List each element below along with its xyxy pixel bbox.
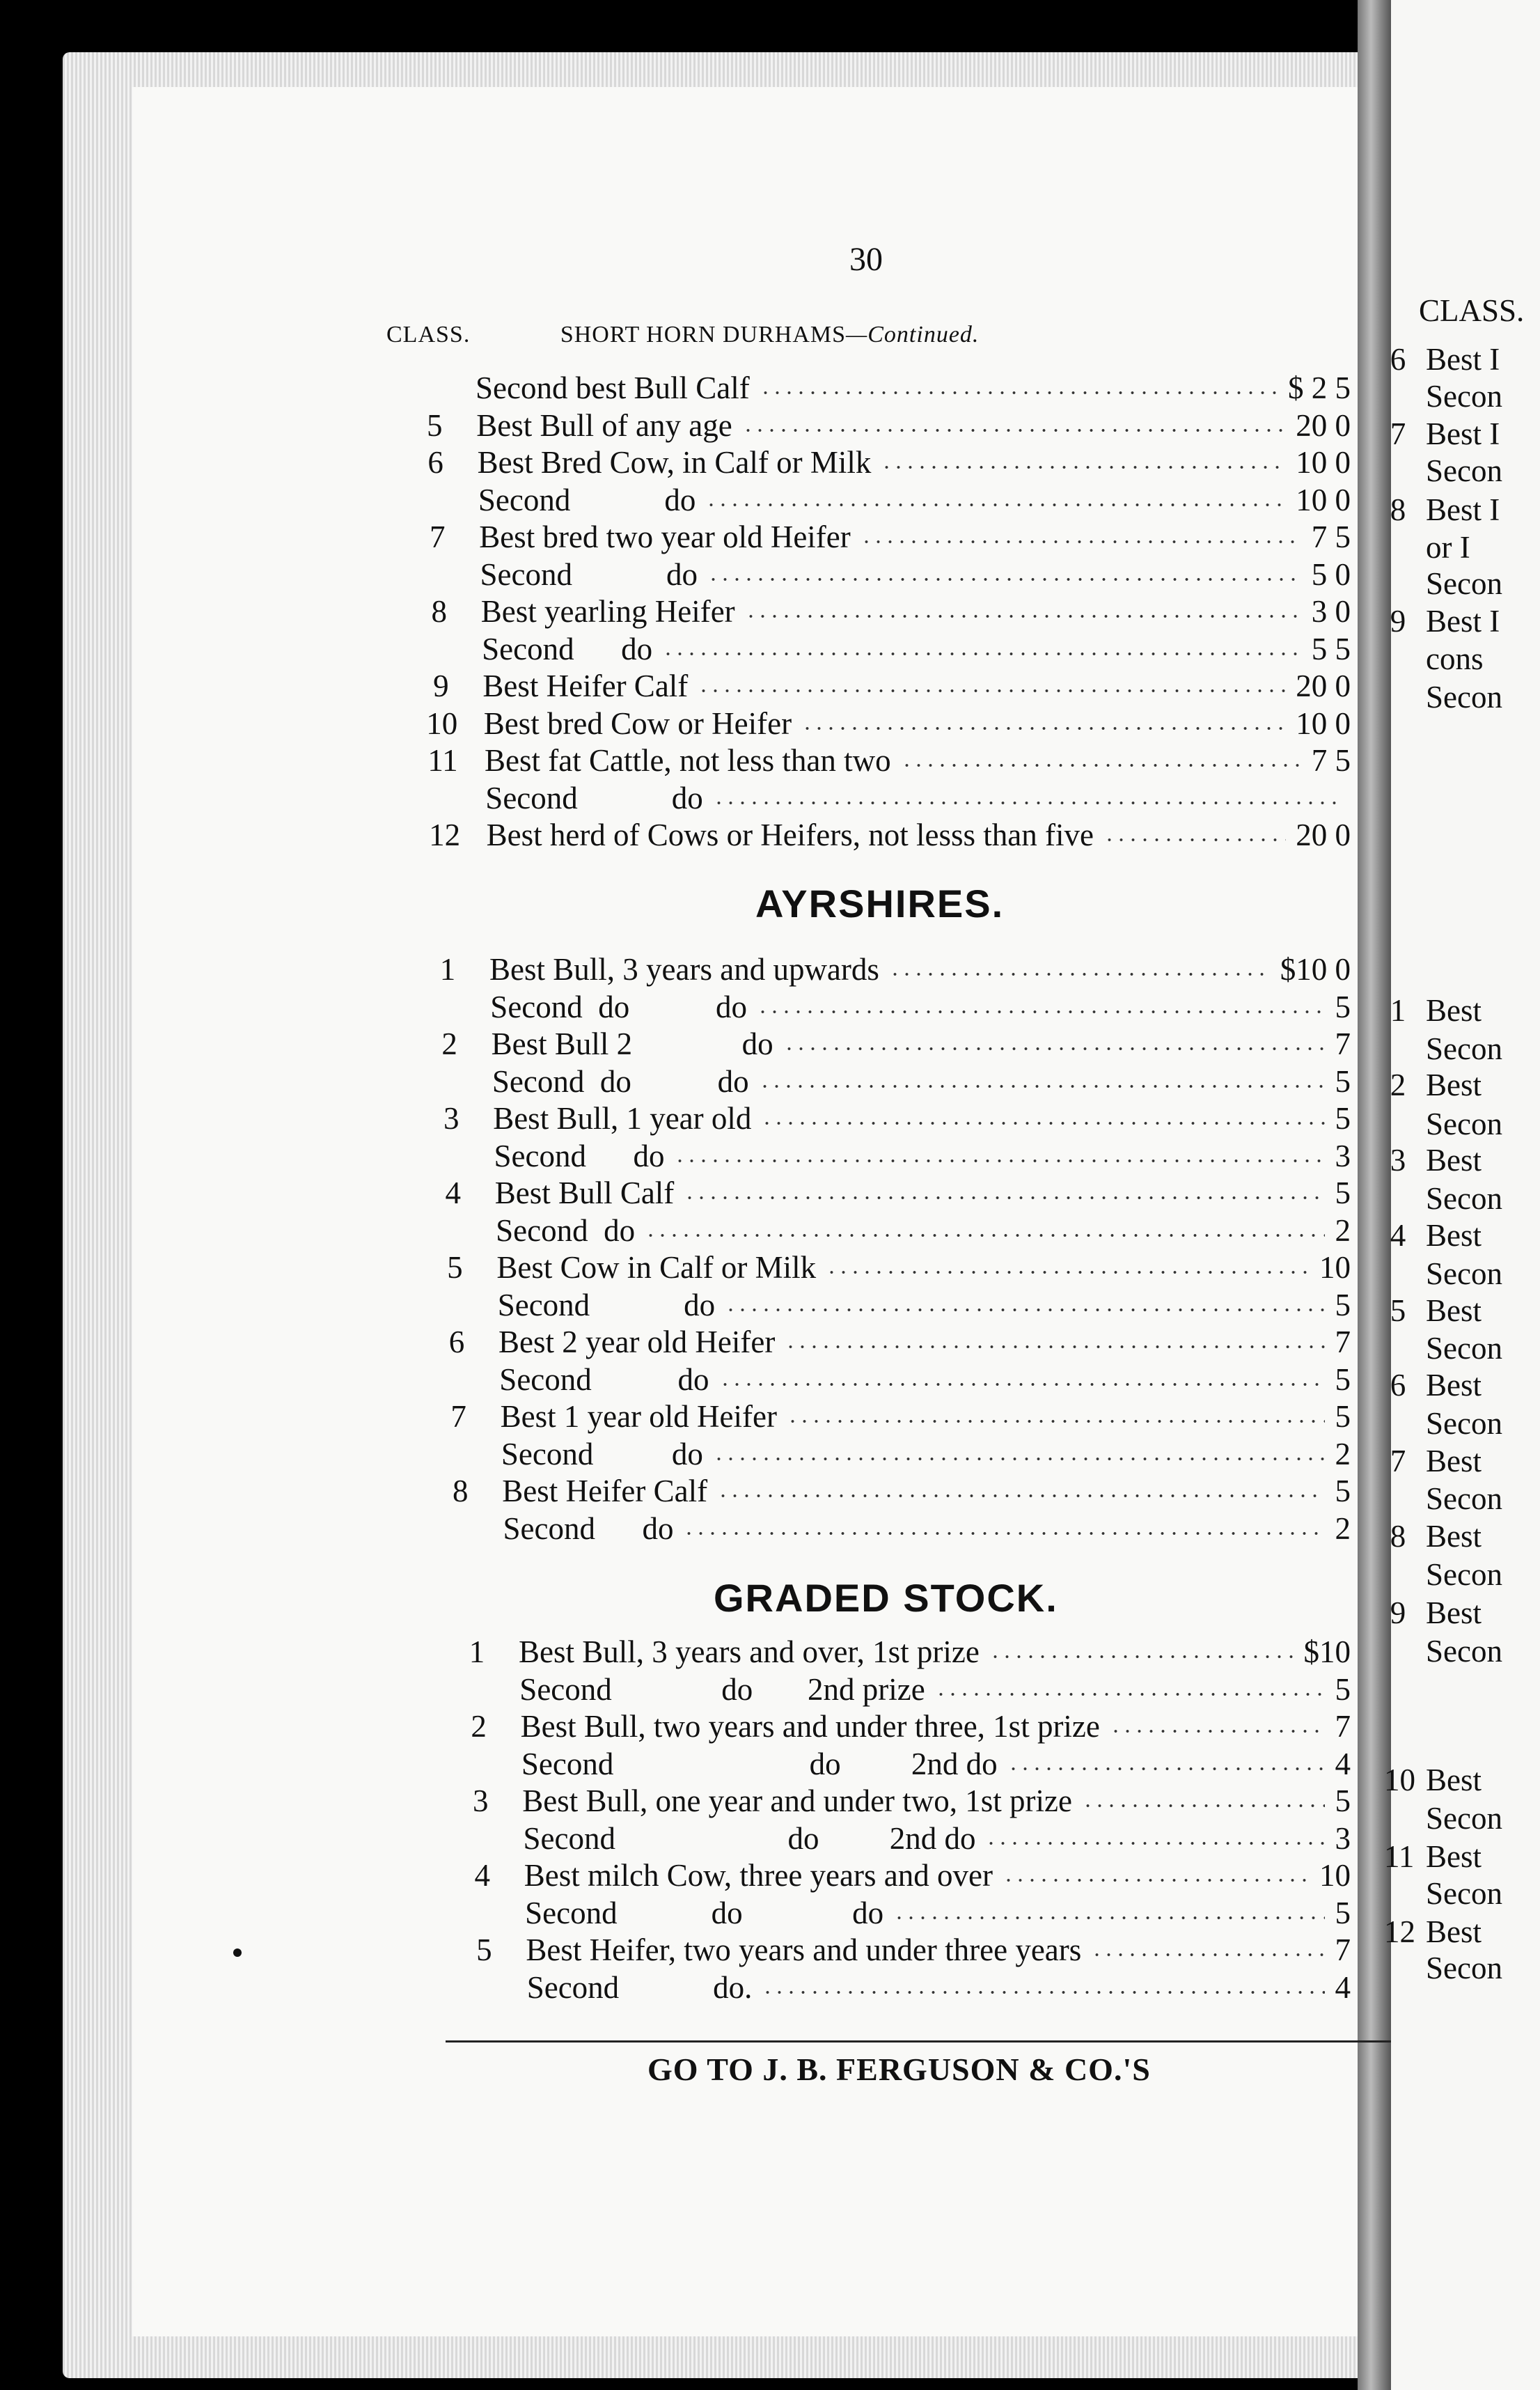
- prize-amount: 10: [1319, 1858, 1351, 1893]
- dot-leader: [761, 1122, 1325, 1125]
- next-page-text: Best: [1426, 1218, 1482, 1253]
- prize-row: [436, 1174, 1351, 1212]
- class-column-label: CLASS.: [386, 322, 471, 347]
- next-page-class-number: 5: [1390, 1293, 1406, 1328]
- prize-description: Best Bull of any age: [476, 407, 732, 443]
- prize-row: [433, 1063, 1351, 1100]
- prize-amount: 5: [1335, 1101, 1351, 1136]
- prize-amount: 7: [1335, 1932, 1351, 1967]
- prize-description: Best 2 year old Heifer: [498, 1325, 776, 1359]
- next-page-text: Best: [1426, 1595, 1482, 1630]
- prize-row: [419, 481, 1351, 519]
- prize-row: [435, 1137, 1351, 1175]
- dot-leader: [760, 391, 1278, 394]
- next-page-class-number: 3: [1390, 1143, 1406, 1178]
- prize-amount: 5: [1335, 1671, 1351, 1707]
- next-page-text: Secon: [1426, 680, 1502, 714]
- prize-amount: 5: [1335, 1895, 1351, 1930]
- next-page-text: Best: [1426, 1839, 1482, 1874]
- prize-description: Second do do: [525, 1895, 884, 1930]
- prize-description: Second do: [485, 780, 703, 815]
- prize-row: [425, 705, 1351, 742]
- class-number: 4: [445, 1176, 462, 1210]
- class-number: 9: [433, 669, 449, 703]
- prize-row: [439, 1323, 1351, 1361]
- class-number: 5: [476, 1932, 492, 1967]
- prize-row: [465, 1857, 1351, 1894]
- prize-row: [426, 779, 1351, 817]
- prize-description: Second do do: [490, 989, 748, 1024]
- next-page-text: Best: [1426, 1143, 1482, 1178]
- dot-leader: [717, 1494, 1325, 1497]
- class-number: 8: [452, 1474, 469, 1508]
- next-page-text: or I: [1426, 530, 1470, 565]
- prize-amount: 3 0: [1311, 594, 1351, 629]
- prize-amount: 5: [1335, 1287, 1351, 1322]
- prize-description: Best Bull, 1 year old: [493, 1101, 752, 1136]
- next-page-text: Best I: [1426, 342, 1500, 377]
- prize-description: Second do: [501, 1436, 703, 1471]
- prize-description: Best Bull, one year and under two, 1st prize: [522, 1783, 1072, 1818]
- prize-amount: 10 0: [1296, 482, 1351, 517]
- dot-leader: [707, 578, 1302, 581]
- class-number: 3: [472, 1783, 489, 1818]
- section-title: SHORT HORN DURHAMS: [560, 322, 847, 347]
- prize-row: [468, 1969, 1351, 2006]
- dot-leader: [787, 1420, 1326, 1423]
- prize-row: [442, 1435, 1351, 1473]
- dot-leader: [759, 1085, 1326, 1088]
- prize-description: Second do do: [492, 1063, 749, 1099]
- dot-leader: [742, 429, 1287, 432]
- prize-amount: 5: [1335, 989, 1351, 1024]
- prize-amount: 10 0: [1296, 445, 1351, 480]
- class-number: 1: [439, 952, 456, 987]
- class-number: 11: [427, 743, 458, 778]
- next-page-class-number: 7: [1390, 416, 1406, 451]
- prize-amount: 7 5: [1311, 520, 1351, 554]
- prize-description: Second do: [499, 1361, 709, 1397]
- next-page-class-number: 6: [1390, 1368, 1406, 1403]
- prize-row: [466, 1894, 1351, 1932]
- prize-row: [416, 369, 1351, 407]
- prize-row: [431, 988, 1351, 1026]
- prize-amount: 3: [1335, 1820, 1351, 1856]
- prize-row: [437, 1249, 1351, 1286]
- dot-leader: [725, 1309, 1325, 1311]
- next-page-text: Secon: [1426, 1107, 1502, 1141]
- prize-description: Second do 2nd do: [523, 1820, 976, 1856]
- dot-leader: [861, 540, 1302, 543]
- prize-amount: 5: [1335, 1399, 1351, 1434]
- prize-description: Best bred Cow or Heifer: [483, 705, 792, 741]
- class-number: 5: [427, 407, 443, 443]
- prize-amount: 10: [1319, 1250, 1351, 1285]
- prize-amount: $10 0: [1280, 952, 1351, 987]
- next-page-text: Secon: [1426, 1331, 1502, 1366]
- prize-description: Best 1 year old Heifer: [500, 1399, 777, 1434]
- prize-description: Best Cow in Calf or Milk: [496, 1250, 817, 1285]
- next-page-text: Best: [1426, 1444, 1482, 1478]
- prize-description: Best Bull Calf: [494, 1176, 675, 1210]
- prize-row: [443, 1472, 1351, 1510]
- next-page-text: Secon: [1426, 1951, 1502, 1985]
- next-page-class-number: 6: [1390, 342, 1406, 377]
- prize-description: Second do: [496, 1212, 636, 1248]
- next-page-class-number: 11: [1384, 1839, 1415, 1874]
- prize-row: [430, 951, 1351, 988]
- prize-description: Best bred two year old Heifer: [479, 520, 851, 554]
- prize-description: Second do: [503, 1510, 674, 1546]
- dot-leader: [783, 1047, 1326, 1050]
- prize-row: [432, 1025, 1351, 1063]
- prize-row: [464, 1820, 1351, 1857]
- next-page-text: Secon: [1426, 379, 1502, 414]
- prize-description: Best Heifer Calf: [502, 1474, 708, 1508]
- class-number: 3: [443, 1101, 459, 1136]
- prize-description: Best Bull, two years and under three, 1st prize: [520, 1709, 1100, 1744]
- dot-leader: [1110, 1730, 1326, 1733]
- prize-description: Best milch Cow, three years and over: [524, 1858, 993, 1893]
- prize-amount: 5: [1335, 1063, 1351, 1099]
- next-page-class-number: 8: [1390, 1519, 1406, 1554]
- next-page-text: Secon: [1426, 1406, 1502, 1441]
- prize-row: [439, 1286, 1351, 1324]
- dot-leader: [1003, 1879, 1310, 1882]
- dot-leader: [1082, 1804, 1325, 1807]
- dot-leader: [719, 1383, 1326, 1386]
- dot-leader: [985, 1842, 1325, 1845]
- next-page-text: Secon: [1426, 1634, 1502, 1669]
- class-number: 8: [431, 594, 448, 629]
- dot-leader: [989, 1655, 1294, 1658]
- class-number: 4: [474, 1858, 491, 1893]
- dot-leader: [645, 1234, 1325, 1237]
- next-page-class-number: 10: [1384, 1763, 1415, 1797]
- page-number: 30: [849, 241, 883, 278]
- dot-leader: [1091, 1953, 1325, 1956]
- ayrshires-heading: AYRSHIRES.: [755, 882, 1005, 925]
- prize-amount: 7: [1335, 1709, 1351, 1744]
- class-number: 12: [429, 818, 461, 852]
- next-page-class-number: 12: [1384, 1914, 1415, 1949]
- prize-row: [418, 444, 1351, 481]
- prize-amount: 5: [1335, 1361, 1351, 1397]
- ink-dot: [233, 1948, 242, 1957]
- prize-row: [462, 1708, 1351, 1745]
- prize-row: [459, 1633, 1351, 1671]
- dot-leader: [901, 764, 1302, 767]
- dot-leader: [698, 689, 1286, 692]
- next-page-text: Best: [1426, 1368, 1482, 1403]
- prize-description: Second do.: [526, 1969, 753, 2005]
- prize-description: Best herd of Cows or Heifers, not lesss than five: [486, 818, 1094, 852]
- prize-amount: 7: [1335, 1026, 1351, 1061]
- prize-row: [434, 1100, 1351, 1137]
- prize-row: [444, 1510, 1351, 1547]
- prize-row: [427, 816, 1351, 854]
- prize-description: Best Bull, 3 years and upwards: [489, 952, 879, 987]
- prize-amount: 4: [1335, 1746, 1351, 1781]
- next-page-class-number: 2: [1390, 1068, 1406, 1102]
- dot-leader: [745, 615, 1302, 618]
- prize-amount: 5: [1335, 1783, 1351, 1818]
- next-page-text: Best I: [1426, 492, 1500, 527]
- dot-leader: [757, 1010, 1325, 1013]
- class-number: 6: [427, 445, 443, 480]
- prize-row: [437, 1212, 1351, 1249]
- next-page-class-number: 7: [1390, 1444, 1406, 1478]
- section-header: [386, 322, 979, 348]
- prize-row: [421, 556, 1351, 593]
- next-page-text: Best: [1426, 1519, 1482, 1554]
- prize-amount: 5 0: [1311, 556, 1351, 592]
- next-page-text: Secon: [1426, 1876, 1502, 1911]
- class-number: 7: [450, 1399, 466, 1434]
- next-page-text: Best: [1426, 993, 1482, 1028]
- dot-leader: [762, 1991, 1325, 1994]
- prize-amount: 5 5: [1311, 631, 1351, 666]
- prize-row: [423, 630, 1351, 668]
- dot-leader: [684, 1196, 1325, 1199]
- footer-advertisement: GO TO J. B. FERGUSON & CO.'S: [647, 2052, 1151, 2087]
- prize-description: Second do 2nd do: [521, 1746, 998, 1781]
- next-page-class-number: 9: [1390, 1595, 1406, 1630]
- prize-row: [422, 593, 1351, 630]
- prize-row: [466, 1931, 1351, 1969]
- class-number: 5: [447, 1250, 463, 1285]
- dot-leader: [674, 1159, 1325, 1162]
- prize-row: [423, 667, 1351, 705]
- next-page-class-number: 4: [1390, 1218, 1406, 1253]
- next-page-text: Secon: [1426, 1801, 1502, 1836]
- next-page-text: Secon: [1426, 453, 1502, 488]
- prize-description: Best Bull 2 do: [491, 1026, 773, 1061]
- next-page-text: Best: [1426, 1068, 1482, 1102]
- prize-amount: $ 2 5: [1288, 370, 1351, 405]
- next-page-text: Secon: [1426, 1481, 1502, 1516]
- prize-amount: 20 0: [1296, 818, 1351, 852]
- bottom-rule: [446, 2040, 1392, 2043]
- prize-description: Best fat Cattle, not less than two: [485, 743, 891, 778]
- class-number: 6: [448, 1325, 465, 1359]
- class-number: 2: [471, 1709, 487, 1744]
- dot-leader: [785, 1345, 1325, 1348]
- next-page-text: Best I: [1426, 604, 1500, 639]
- prize-description: Second do: [494, 1138, 665, 1173]
- dot-leader: [662, 653, 1302, 655]
- next-page-text: Secon: [1426, 1031, 1502, 1066]
- next-page-text: Secon: [1426, 1256, 1502, 1291]
- prize-description: Best Heifer, two years and under three years: [526, 1932, 1082, 1967]
- next-page-text: Secon: [1426, 1557, 1502, 1592]
- prize-amount: 2: [1335, 1212, 1351, 1248]
- graded-stock-heading: GRADED STOCK.: [714, 1576, 1058, 1620]
- dot-leader: [935, 1693, 1326, 1696]
- prize-description: Best Bred Cow, in Calf or Milk: [477, 445, 872, 480]
- prize-description: Second do: [480, 556, 698, 592]
- next-page-text: cons: [1426, 641, 1484, 676]
- next-page-text: Secon: [1426, 566, 1502, 601]
- prize-description: Second do: [482, 631, 653, 666]
- dot-leader: [713, 1458, 1326, 1460]
- class-number: 10: [426, 705, 458, 741]
- prize-amount: 4: [1335, 1969, 1351, 2005]
- prize-description: Second do: [497, 1287, 716, 1322]
- right-page-fragment: CLASS. 6 Best I Secon 7 Best I Secon 8 Best I or I Secon 9 Best I cons Secon 1 Best Secon 2 Best Secon 3 Best Secon 4 Best Secon 5 Best Secon 6 Best Secon 7 Best Secon 8 Best Secon 9 Best Secon 10 Best Secon 11 Best Secon 12 Best Secon: [1391, 0, 1540, 2390]
- next-page-text: Best: [1426, 1293, 1482, 1328]
- prize-row: [417, 407, 1351, 444]
- dot-leader: [801, 727, 1286, 730]
- prize-row: [460, 1671, 1351, 1708]
- prize-amount: 7 5: [1311, 743, 1351, 778]
- prize-row: [420, 518, 1351, 556]
- class-number: 1: [469, 1634, 485, 1669]
- prize-description: Second best Bull Calf: [476, 370, 750, 405]
- prize-description: Second do 2nd prize: [519, 1671, 925, 1707]
- prize-amount: 20 0: [1296, 407, 1351, 443]
- next-page-class-number: 8: [1390, 492, 1406, 527]
- prize-amount: 3: [1335, 1138, 1351, 1173]
- next-page-class-number: 1: [1390, 993, 1406, 1028]
- prize-row: [425, 742, 1351, 779]
- next-page-class-number: 9: [1390, 604, 1406, 639]
- prize-amount: 10 0: [1296, 705, 1351, 741]
- dot-leader: [889, 973, 1271, 976]
- dot-leader: [713, 802, 1341, 804]
- prize-row: [441, 1398, 1351, 1435]
- prize-amount: 2: [1335, 1436, 1351, 1471]
- dot-leader: [826, 1271, 1310, 1274]
- next-page-text: Best: [1426, 1763, 1482, 1797]
- prize-row: [462, 1745, 1351, 1783]
- continued-label: —Continued.: [846, 322, 980, 347]
- prize-description: Best Bull, 3 years and over, 1st prize: [519, 1634, 980, 1669]
- prize-amount: 2: [1335, 1510, 1351, 1546]
- prize-description: Best Heifer Calf: [482, 669, 689, 703]
- dot-leader: [683, 1532, 1325, 1535]
- class-number: 2: [441, 1026, 457, 1061]
- prize-amount: 5: [1335, 1474, 1351, 1508]
- prize-description: Best yearling Heifer: [480, 594, 735, 629]
- dot-leader: [705, 503, 1286, 506]
- dot-leader: [1007, 1767, 1326, 1770]
- next-page-text: Secon: [1426, 1181, 1502, 1216]
- prize-row: [440, 1361, 1351, 1398]
- prize-amount: $10: [1303, 1634, 1351, 1669]
- prize-description: Second do: [478, 482, 696, 517]
- next-page-text: Best I: [1426, 416, 1500, 451]
- prize-amount: 7: [1335, 1325, 1351, 1359]
- dot-leader: [1103, 838, 1286, 841]
- prize-amount: 20 0: [1296, 669, 1351, 703]
- prize-amount: 5: [1335, 1176, 1351, 1210]
- next-page-text: Best: [1426, 1914, 1482, 1949]
- prize-row: [463, 1782, 1351, 1820]
- dot-leader: [881, 466, 1286, 469]
- dot-leader: [893, 1916, 1325, 1919]
- class-number: 7: [429, 520, 446, 554]
